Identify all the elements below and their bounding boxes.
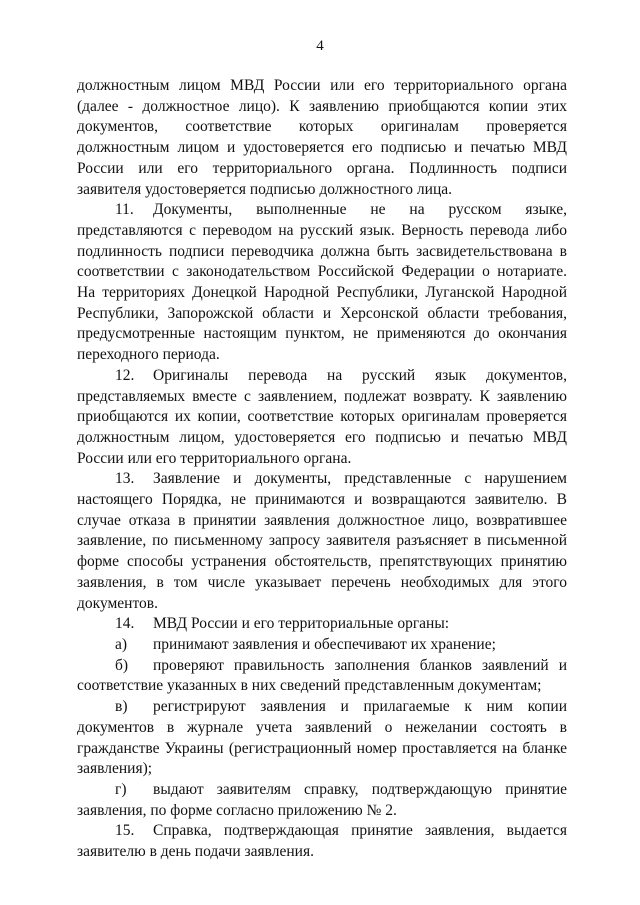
paragraph-number: 13. [115, 470, 135, 488]
subitem-text: выдают заявителям справку, подтверждающую принятие заявления, по форме согласно приложению № 2. [77, 780, 567, 819]
subitem-letter: в) [115, 698, 128, 716]
subitem-text: проверяют правильность заполнения бланков заявлений и соответствие указанных в них сведений представленным документам; [77, 656, 567, 695]
document-body [77, 76, 567, 863]
paragraph-text: МВД России и его территориальные органы: [153, 615, 450, 633]
paragraph-12 [77, 366, 567, 470]
subitem-text: принимают заявления и обеспечивают их хранение; [153, 635, 496, 653]
paragraph-text: Документы, выполненные не на русском языке, представляются с переводом на русский язык. Верность перевода либо подлинность подписи переводчика должна быть засвидетельствована в соответствии с законодательством Российской Федерации о нотариате. На территориях Донецкой Народной Республики, Луганской Народной Республики, Запорожской области и Херсонской области требования, предусмотренные настоящим пунктом, не применяются до окончания переходного периода. [77, 201, 567, 364]
paragraph-text: Заявление и документы, представленные с нарушением настоящего Порядка, не принимаются и возвращаются заявителю. В случае отказа в принятии заявления должностное лицо, возвратившее заявление, по письменному запросу заявителя разъясняет в письменной форме способы устранения обстоятельств, препятствующих принятию заявления, в том числе указывает перечень необходимых для этого документов. [77, 470, 567, 612]
subitem-b [77, 656, 567, 697]
page-number: 4 [316, 38, 324, 54]
paragraph-text: Справка, подтверждающая принятие заявления, выдается заявителю в день подачи заявления. [77, 822, 567, 861]
paragraph-number: 15. [115, 822, 135, 840]
subitem-g [77, 780, 567, 821]
subitem-text: регистрируют заявления и прилагаемые к ним копии документов в журнале учета заявлений о нежелании состоять в гражданстве Украины (регистрационный номер проставляется на бланке заявления); [77, 698, 567, 778]
paragraph-number: 11. [115, 201, 134, 219]
subitem-v [77, 697, 567, 780]
subitem-letter: г) [115, 780, 127, 798]
subitem-letter: б) [115, 656, 129, 674]
paragraph-number: 14. [115, 615, 135, 633]
paragraph-14 [77, 614, 567, 635]
paragraph-continued [77, 76, 567, 200]
paragraph-text: должностным лицом МВД России или его территориального органа (далее - должностное лицо). К заявлению приобщаются копии этих документов, соответствие которых оригиналам проверяется должностным лицом и удостоверяется его подписью и печатью МВД России или его территориального органа. Подлинность подписи заявителя удостоверяется подписью должностного лица. [77, 77, 567, 198]
paragraph-text: Оригиналы перевода на русский язык документов, представляемых вместе с заявлением, подлежат возврату. К заявлению приобщаются их копии, соответствие которых оригиналам проверяется должностным лицом, удостоверяется его подписью и печатью МВД России или его территориального органа. [77, 366, 567, 467]
paragraph-11 [77, 200, 567, 366]
subitem-letter: а) [115, 635, 128, 653]
paragraph-15 [77, 821, 567, 862]
subitem-a [77, 635, 567, 656]
paragraph-number: 12. [115, 366, 135, 384]
paragraph-13 [77, 469, 567, 614]
